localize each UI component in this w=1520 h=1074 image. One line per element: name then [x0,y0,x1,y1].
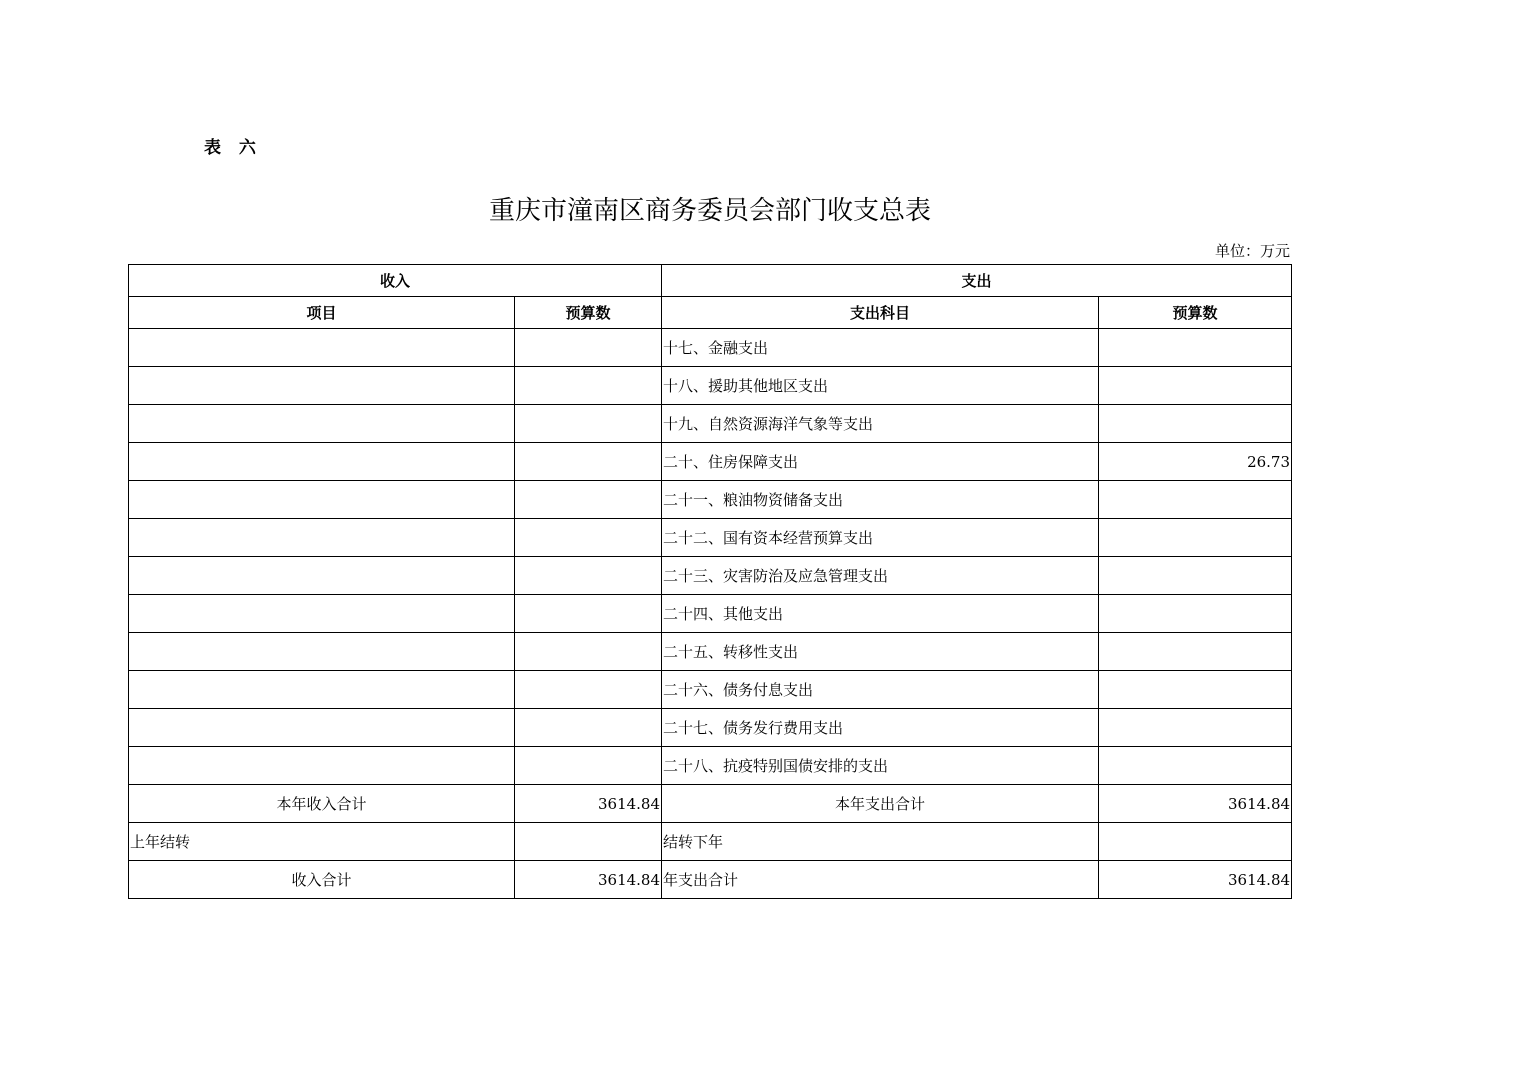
table-number: 表 六 [204,138,262,158]
page-title: 重庆市潼南区商务委员会部门收支总表 [488,196,931,226]
table-row [129,443,1292,481]
income-amount-cell [515,405,662,443]
income-item-cell [129,595,515,633]
expense-amount-cell [1099,709,1292,747]
carry-out-amount [1099,823,1292,861]
carry-in-label: 上年结转 [129,823,515,861]
grand-total-row [129,861,1292,899]
expense-item-cell: 二十八、抗疫特别国债安排的支出 [662,747,1099,785]
income-amount-cell [515,519,662,557]
table-row [129,747,1292,785]
income-amount-cell [515,633,662,671]
income-item-cell [129,633,515,671]
total-expense-amount: 3614.84 [1099,861,1292,899]
expense-item-cell: 二十二、国有资本经营预算支出 [662,519,1099,557]
income-item-cell [129,519,515,557]
expense-item-cell: 二十一、粮油物资储备支出 [662,481,1099,519]
year-income-label: 本年收入合计 [129,785,515,823]
header-row-columns [129,297,1292,329]
income-amount-cell [515,329,662,367]
table-row [129,329,1292,367]
income-header: 收入 [129,265,662,297]
income-amount-cell [515,595,662,633]
income-item-cell [129,671,515,709]
expense-amount-cell [1099,519,1292,557]
income-budget-header: 预算数 [515,297,662,329]
table-row [129,481,1292,519]
year-expense-label: 本年支出合计 [662,785,1099,823]
year-total-row [129,785,1292,823]
expense-amount-cell [1099,595,1292,633]
income-amount-cell [515,671,662,709]
income-item-cell [129,329,515,367]
unit-label: 单位：万元 [1214,242,1290,260]
expense-amount-cell: 26.73 [1099,443,1292,481]
income-item-cell [129,557,515,595]
income-amount-cell [515,367,662,405]
expense-item-cell: 二十、住房保障支出 [662,443,1099,481]
expense-amount-cell [1099,367,1292,405]
carry-over-row [129,823,1292,861]
budget-table [128,264,1292,899]
expense-amount-cell [1099,481,1292,519]
table-row [129,633,1292,671]
table-row [129,595,1292,633]
header-row-sections [129,265,1292,297]
expense-amount-cell [1099,329,1292,367]
income-item-cell [129,709,515,747]
expense-header: 支出 [662,265,1292,297]
total-income-label: 收入合计 [129,861,515,899]
table-row [129,367,1292,405]
table-row [129,519,1292,557]
income-item-cell [129,367,515,405]
item-header: 项目 [129,297,515,329]
total-expense-label: 年支出合计 [662,861,1099,899]
year-income-amount: 3614.84 [515,785,662,823]
income-amount-cell [515,443,662,481]
expense-item-cell: 十九、自然资源海洋气象等支出 [662,405,1099,443]
expense-item-cell: 二十五、转移性支出 [662,633,1099,671]
income-item-cell [129,405,515,443]
income-amount-cell [515,709,662,747]
expense-amount-cell [1099,671,1292,709]
expense-item-header: 支出科目 [662,297,1099,329]
carry-in-amount [515,823,662,861]
expense-amount-cell [1099,405,1292,443]
table-row [129,709,1292,747]
total-income-amount: 3614.84 [515,861,662,899]
income-item-cell [129,443,515,481]
table-row [129,405,1292,443]
expense-amount-cell [1099,633,1292,671]
year-expense-amount: 3614.84 [1099,785,1292,823]
income-amount-cell [515,481,662,519]
income-item-cell [129,481,515,519]
expense-item-cell: 十七、金融支出 [662,329,1099,367]
expense-budget-header: 预算数 [1099,297,1292,329]
income-item-cell [129,747,515,785]
income-amount-cell [515,557,662,595]
income-amount-cell [515,747,662,785]
carry-out-label: 结转下年 [662,823,1099,861]
expense-item-cell: 二十四、其他支出 [662,595,1099,633]
expense-item-cell: 十八、援助其他地区支出 [662,367,1099,405]
expense-item-cell: 二十六、债务付息支出 [662,671,1099,709]
expense-item-cell: 二十三、灾害防治及应急管理支出 [662,557,1099,595]
table-row [129,671,1292,709]
expense-amount-cell [1099,747,1292,785]
expense-item-cell: 二十七、债务发行费用支出 [662,709,1099,747]
table-row [129,557,1292,595]
expense-amount-cell [1099,557,1292,595]
